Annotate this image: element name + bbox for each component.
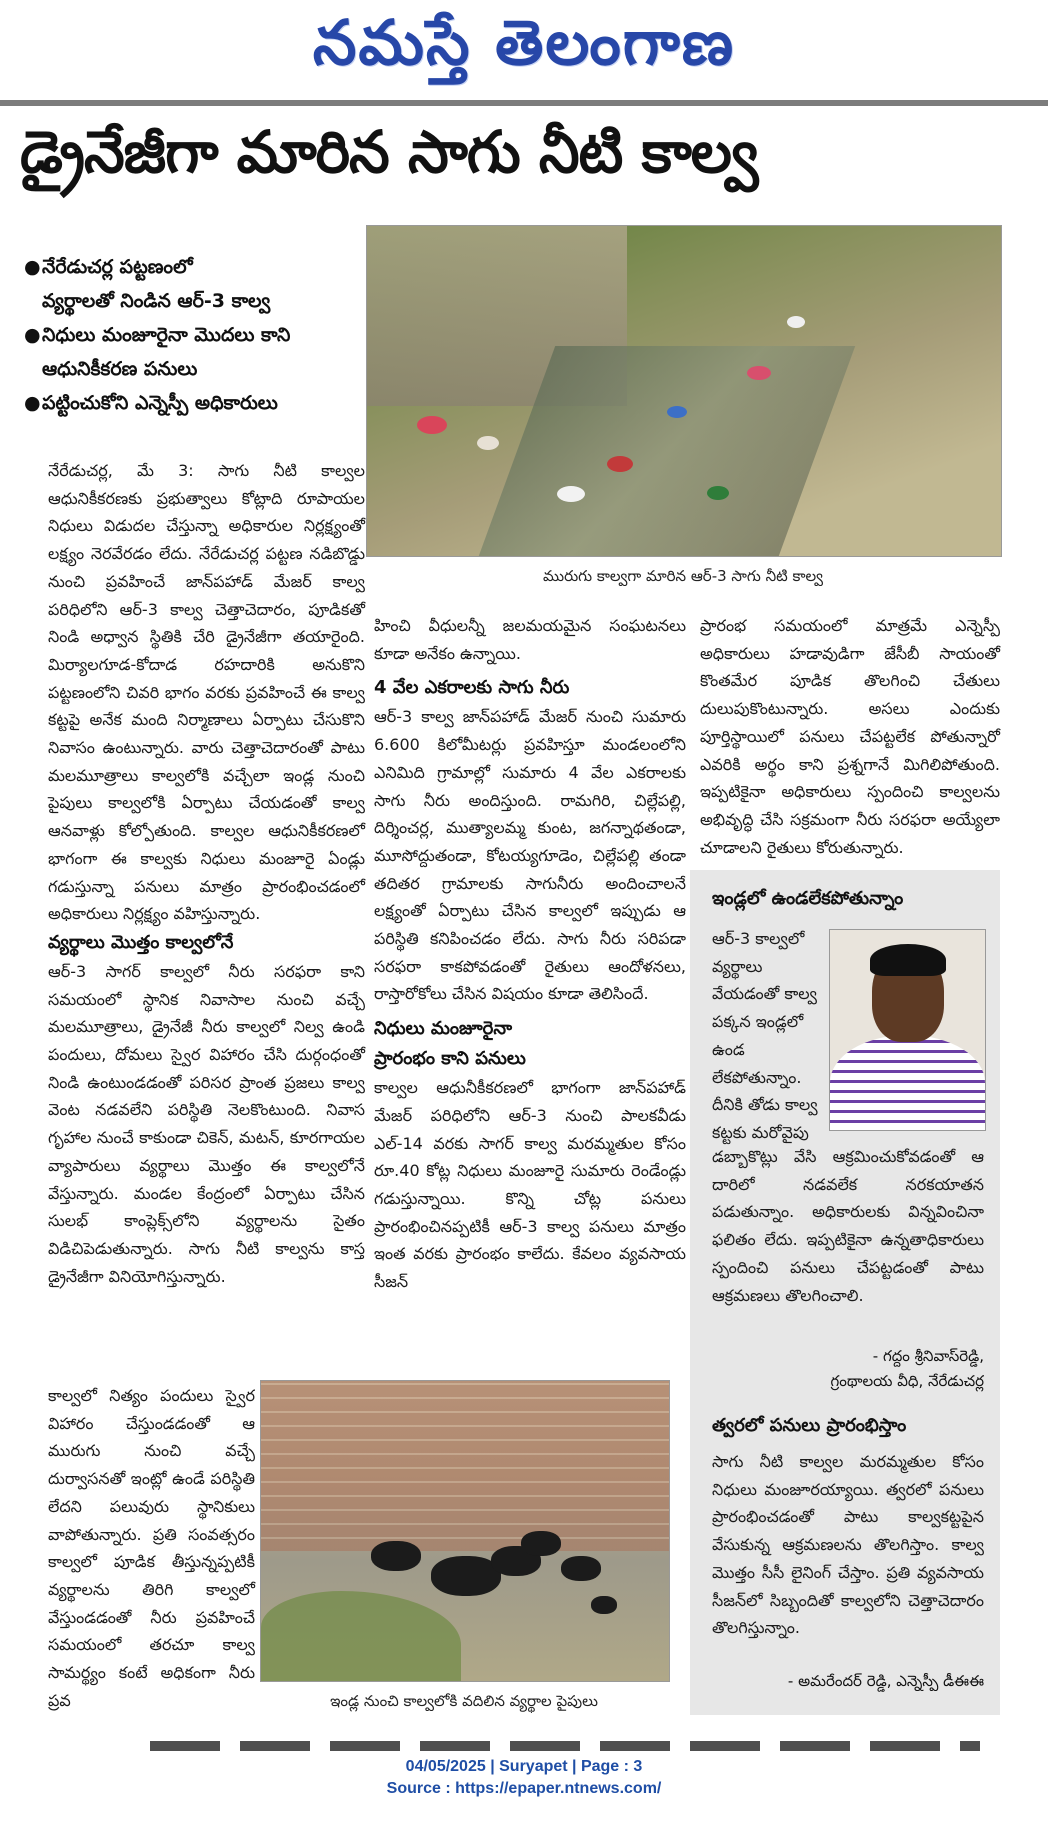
- quote2-signature: - అమరేందర్ రెడ్డి, ఎన్నెస్పీ డీఈఈ: [787, 1672, 984, 1690]
- resident-photo: [829, 929, 986, 1131]
- masthead-divider: [0, 100, 1048, 106]
- article-column-3: [700, 612, 1000, 861]
- quote2-heading: త్వరలో పనులు ప్రారంభిస్తాం: [712, 1415, 907, 1436]
- next-article-cropped: [150, 1741, 980, 1751]
- subhead-waste: వ్యర్థాలు మొత్తం కాల్వలోనే: [48, 931, 234, 953]
- footer-edition-info: 04/05/2025 | Suryapet | Page : 3: [405, 1758, 643, 1775]
- masthead: [0, 0, 1048, 98]
- drain-photo-caption: మురుగు కాల్వగా మారిన ఆర్-3 సాగు నీటి కాల్వ: [543, 567, 823, 585]
- article-continuation: హించి వీధులన్నీ జలమయమైన సంఘటనలు కూడా అనేకం ఉన్నాయి.: [374, 616, 686, 663]
- footer-source: Source : https://epaper.ntnews.com/: [386, 1780, 662, 1797]
- article-column-1: [48, 457, 365, 1290]
- article-body-funds: కాల్వల ఆధునీకీకరణలో భాగంగా జాన్‌పహాడ్ మేజర్ పరిధిలోని ఆర్-3 నుంచి పాలకవీడు ఎల్-14 వరకు సాగర్ కాల్వ మరమ్మతుల కోసం రూ.40 కోట్ల నిధులు మంజూరై సుమారు రెండేండ్లు గడుస్తున్నాయి. కొన్ని చోట్ల పనులు ప్రారంభించినప్పటికీ ఆర్-3 కాల్వ పనులు మాత్రం ఇంత వరకు ప్రారంభం కాలేదు. కేవలం వ్యవసాయ సీజన్: [374, 1078, 686, 1292]
- quote1-signature-name: - గద్దం శ్రీనివాస్‌రెడ్డి,: [872, 1347, 984, 1365]
- quote1-text-wide: డబ్బాకొట్లు వేసి ఆక్రమించుకోవడంతో ఆ దారిలో నడవలేక నరకయాతన పడుతున్నాం. అధికారులకు విన్నవించినా ఫలితం లేదు. ఇప్పటికైనా ఉన్నతాధికారులు స్పందించి పనులు చేపట్టడంతో పాటు ఆక్రమణలు తొలగించాలి.: [712, 1147, 984, 1305]
- article-column-2: [374, 612, 686, 1296]
- drain-photo: [366, 225, 1002, 557]
- masthead-logo: నమస్తే తెలంగాణ: [312, 6, 736, 79]
- subhead-irrigation: 4 వేల ఎకరాలకు సాగు నీరు: [374, 677, 570, 699]
- article-body-pigs: కాల్వలో నిత్యం పందులు స్వైర విహారం చేస్తుండడంతో ఆ మురుగు నుంచి వచ్చే దుర్వాసనతో ఇంట్లో ఉండే పరిస్థితి లేదని పలువురు స్థానికులు వాపోతున్నారు. ప్రతి సంవత్సరం కాల్వలో పూడిక తీస్తున్నప్పటికీ వ్యర్థాలను తిరిగి కాల్వలో వేస్తుండడంతో నీరు ప్రవహించే సమయంలో తరచూ కాల్వ సామర్థ్యం కంటే అధికంగా నీరు ప్రవ: [48, 1386, 255, 1710]
- quote1-heading: ఇండ్లలో ఉండలేకపోతున్నాం: [712, 888, 904, 909]
- article-intro: నేరేడుచర్ల, మే 3: సాగు నీటి కాల్వల ఆధునికీకరణకు ప్రభుత్వాలు కోట్లాది రూపాయల నిధులు విడుదల చేస్తున్నా అధికారుల నిర్లక్ష్యంతో లక్ష్యం నెరవేరడం లేదు. నేరేడుచర్ల పట్టణ నడిబొడ్డు నుంచి ప్రవహించే జాన్‌పహాడ్ మేజర్ కాల్వ పరిధిలోని ఆర్-3 కాల్వ చెత్తాచెదారం, పూడికతో నిండి అధ్వాన స్థితికి చేరి డ్రైనేజీగా తయారైంది. మిర్యాలగూడ-కోదాడ రహదారికి అనుకొని పట్టణంలోని చివరి భాగం వరకు ప్రవహించే ఈ కాల్వ కట్టపై అనేక మంది నిర్మాణాలు ఏర్పాటు చేసుకొని నివాసం ఉంటున్నారు. వారు చెత్తాచెదారంతో పాటు మలమూత్రాలు కాల్వలోకి వచ్చేలా ఇండ్ల నుంచి పైపులు కాల్వలోకి ఏర్పాటు చేయడంతో కాల్వ ఆనవాళ్లు కోల్పోతుంది. కాల్వల ఆధునికీకరణలో భాగంగా ఈ కాల్వకు నిధులు మంజూరై ఏండ్లు గడుస్తున్నా పనులు మాత్రం ప్రారంభించడంలో అధికారులు నిర్లక్ష్యం వహిస్తున్నారు.: [48, 461, 365, 924]
- quote2-text: సాగు నీటి కాల్వల మరమ్మతుల కోసం నిధులు మంజూరయ్యాయి. త్వరలో పనులు ప్రారంభించడంతో పాటు కాల్వకట్టపైన వేసుకున్న ఆక్రమణలను తొలగిస్తాం. కాల్వ మొత్తం సీసీ లైనింగ్ చేస్తాం. ప్రతి వ్యవసాయ సీజన్‌లో సిబ్బందితో కాల్వలోని చెత్తాచెదారం తొలగిస్తున్నాం.: [712, 1452, 984, 1638]
- bullet-dot-icon: ●: [24, 392, 41, 414]
- article-body-waste: ఆర్-3 సాగర్ కాల్వలో నీరు సరఫరా కాని సమయంలో స్థానిక నివాసాల నుంచి వచ్చే మలమూత్రాలు, డ్రైనేజీ నీరు కాల్వలో నిల్వ ఉండి పందులు, దోమలు స్వైర విహారం చేసి దుర్గంధంతో నిండి ఉంటుండడంతో పరిసర ప్రాంత ప్రజలు కాల్వ వెంట నడవలేని పరిస్థితి నెలకొంటుంది. నివాస గృహాల నుంచే కాకుండా చికెన్, మటన్, కూరగాయల వ్యాపారులు వ్యర్థాలు మొత్తం ఈ కాల్వలోనే వేస్తున్నారు. మండల కేంద్రంలో ఏర్పాటు చేసిన సులభ్ కాంప్లెక్స్‌లోని వ్యర్థాలను సైతం విడిచిపెడుతున్నారు. సాగు నీటి కాల్వను కాస్త డ్రైనేజీగా వినియోగిస్తున్నారు.: [48, 961, 365, 1286]
- bullet-dot-icon: ●: [24, 256, 41, 278]
- summary-bullets: [24, 250, 364, 420]
- bullet-dot-icon: ●: [24, 324, 41, 346]
- quote1-signature-place: గ్రంథాలయ వీధి, నేరేడుచర్ల: [830, 1372, 984, 1390]
- bullet-1: ●నేరేడుచర్ల పట్టణంలో వ్యర్థాలతో నిండిన ఆర్-3 కాల్వ: [24, 250, 364, 318]
- bullet-3: ●పట్టించుకోని ఎన్నెస్పీ అధికారులు: [24, 386, 364, 420]
- article-body-irrigation: ఆర్-3 కాల్వ జాన్‌పహాడ్ మేజర్ నుంచి సుమారు 6.600 కిలోమీటర్లు ప్రవహిస్తూ మండలంలోని ఎనిమిది గ్రామాల్లో సుమారు 4 వేల ఎకరాలకు సాగు నీరు అందిస్తుంది. రామగిరి, చిల్లేపల్లి, దిర్శించర్ల, ముత్యాలమ్మ కుంట, జగన్నాథతండా, మూసోద్దుతండా, కోటయ్యగూడెం, చిల్లేపల్లి తండా తదితర గ్రామాలకు సాగునీరు అందించాలనే లక్ష్యంతో ఏర్పాటు చేసిన కాల్వలో ఇప్పుడు ఆ పరిస్థితి కనిపించడం లేదు. సాగు నీరు సరిపడా సరఫరా కాకపోవడంతో రైతులు ఆందోళనలు, రాస్తారోకోలు చేసిన విషయం కూడా తెలిసిందే.: [374, 707, 686, 1004]
- subhead-funds-line1: నిధులు మంజూరైనా: [374, 1018, 513, 1040]
- pigs-photo: [260, 1380, 670, 1682]
- headline: డ్రైనేజీగా మారిన సాగు నీటి కాల్వ: [20, 118, 758, 186]
- bullet-2: ●నిధులు మంజూరైనా మొదలు కాని ఆధునికీకరణ పనులు: [24, 318, 364, 386]
- article-column-1-lower: [48, 1382, 255, 1714]
- pigs-photo-caption: ఇండ్ల నుంచి కాల్వలోకి వదిలిన వ్యర్థాల పైపులు: [330, 1692, 598, 1710]
- quote1-text-narrow: ఆర్-3 కాల్వలో వ్యర్థాలు వేయడంతో కాల్వ పక్కన ఇండ్లలో ఉండ లేకపోతున్నాం. దీనికి తోడు కాల్వ కట్టకు మరోవైపు: [712, 929, 818, 1142]
- subhead-funds-line2: ప్రారంభం కాని పనులు: [374, 1048, 526, 1070]
- article-body-officials: ప్రారంభ సమయంలో మాత్రమే ఎన్నెస్పీ అధికారులు హడావుడిగా జేసీబీ సాయంతో కొంతమేర పూడిక తొలగించి చేతులు దులుపుకొంటున్నారు. అసలు ఎందుకు పూర్తిస్థాయిలో పనులు చేపట్టలేక పోతున్నారో ఎవరికి అర్థం కాని ప్రశ్నగానే మిగిలిపోతుంది. ఇప్పటికైనా అధికారులు స్పందించి కాల్వలను అభివృద్ధి చేసి సక్రమంగా నీరు సరఫరా అయ్యేలా చూడాలని రైతులు కోరుతున్నారు.: [700, 616, 1000, 857]
